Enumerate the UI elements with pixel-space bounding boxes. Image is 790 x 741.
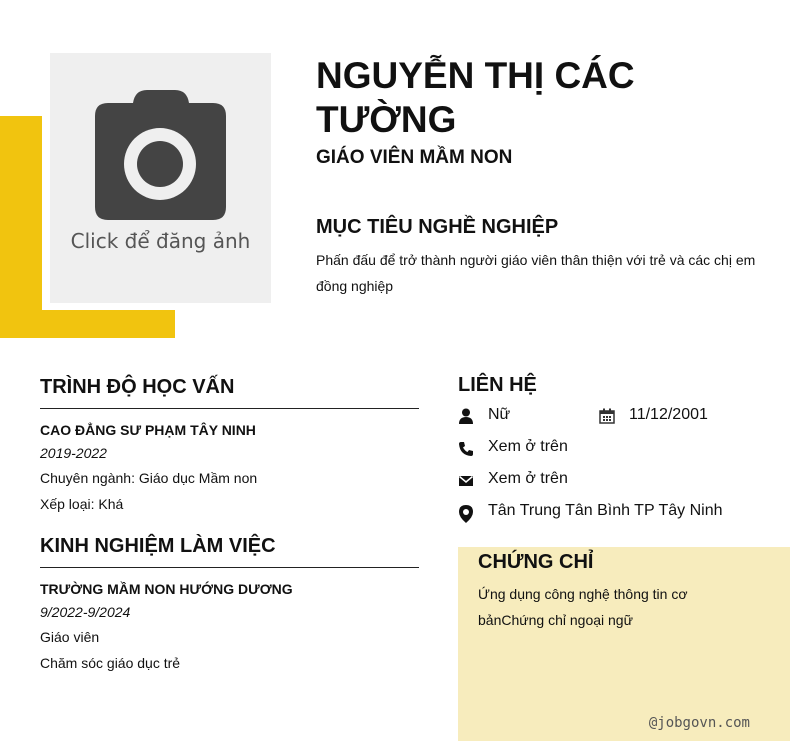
contact-heading: LIÊN HỆ	[458, 374, 537, 396]
contact-email: Xem ở trên	[488, 470, 568, 487]
education-school: CAO ĐẲNG SƯ PHẠM TÂY NINH	[40, 422, 256, 438]
education-major: Chuyên ngành: Giáo dục Mầm non	[40, 470, 258, 486]
experience-divider	[40, 567, 419, 568]
job-title: GIÁO VIÊN MẦM NON	[316, 147, 513, 168]
education-period: 2019-2022	[40, 445, 107, 461]
certificates-panel	[458, 547, 790, 741]
education-divider	[40, 408, 419, 409]
contact-address: Tân Trung Tân Bình TP Tây Ninh	[488, 502, 723, 519]
contact-gender: Nữ	[488, 406, 511, 423]
location-pin-icon	[458, 505, 474, 523]
watermark: @jobgovn.com	[648, 715, 750, 731]
accent-block	[0, 116, 42, 338]
email-icon	[458, 473, 474, 489]
camera-icon	[95, 90, 226, 220]
certificates-text: Ứng dụng công nghệ thông tin cơ bảnChứng chỉ ngoại ngữ	[478, 586, 688, 628]
experience-period: 9/2022-9/2024	[40, 604, 131, 620]
objective-text: Phấn đấu để trở thành người giáo viên thân thiện với trẻ và các chị em đồng nghiệp	[316, 252, 756, 294]
experience-company: TRƯỜNG MẦM NON HƯỚNG DƯƠNG	[40, 581, 293, 597]
photo-upload-label: Click để đăng ảnh	[70, 229, 251, 253]
experience-heading: KINH NGHIỆM LÀM VIỆC	[40, 535, 276, 557]
accent-bar	[0, 310, 175, 338]
experience-duty: Chăm sóc giáo dục trẻ	[40, 655, 181, 671]
calendar-icon	[599, 408, 615, 424]
contact-phone: Xem ở trên	[488, 438, 568, 455]
certificates-heading: CHỨNG CHỈ	[478, 551, 594, 573]
education-heading: TRÌNH ĐỘ HỌC VẤN	[40, 376, 235, 398]
photo-upload[interactable]	[50, 53, 271, 303]
education-grade: Xếp loại: Khá	[40, 496, 124, 512]
candidate-name: NGUYỄN THỊ CÁC TƯỜNG	[316, 55, 635, 140]
contact-birthday: 11/12/2001	[629, 406, 708, 423]
phone-icon	[458, 441, 474, 457]
experience-position: Giáo viên	[40, 629, 100, 645]
objective-heading: MỤC TIÊU NGHỀ NGHIỆP	[316, 216, 559, 238]
person-icon	[458, 408, 474, 424]
